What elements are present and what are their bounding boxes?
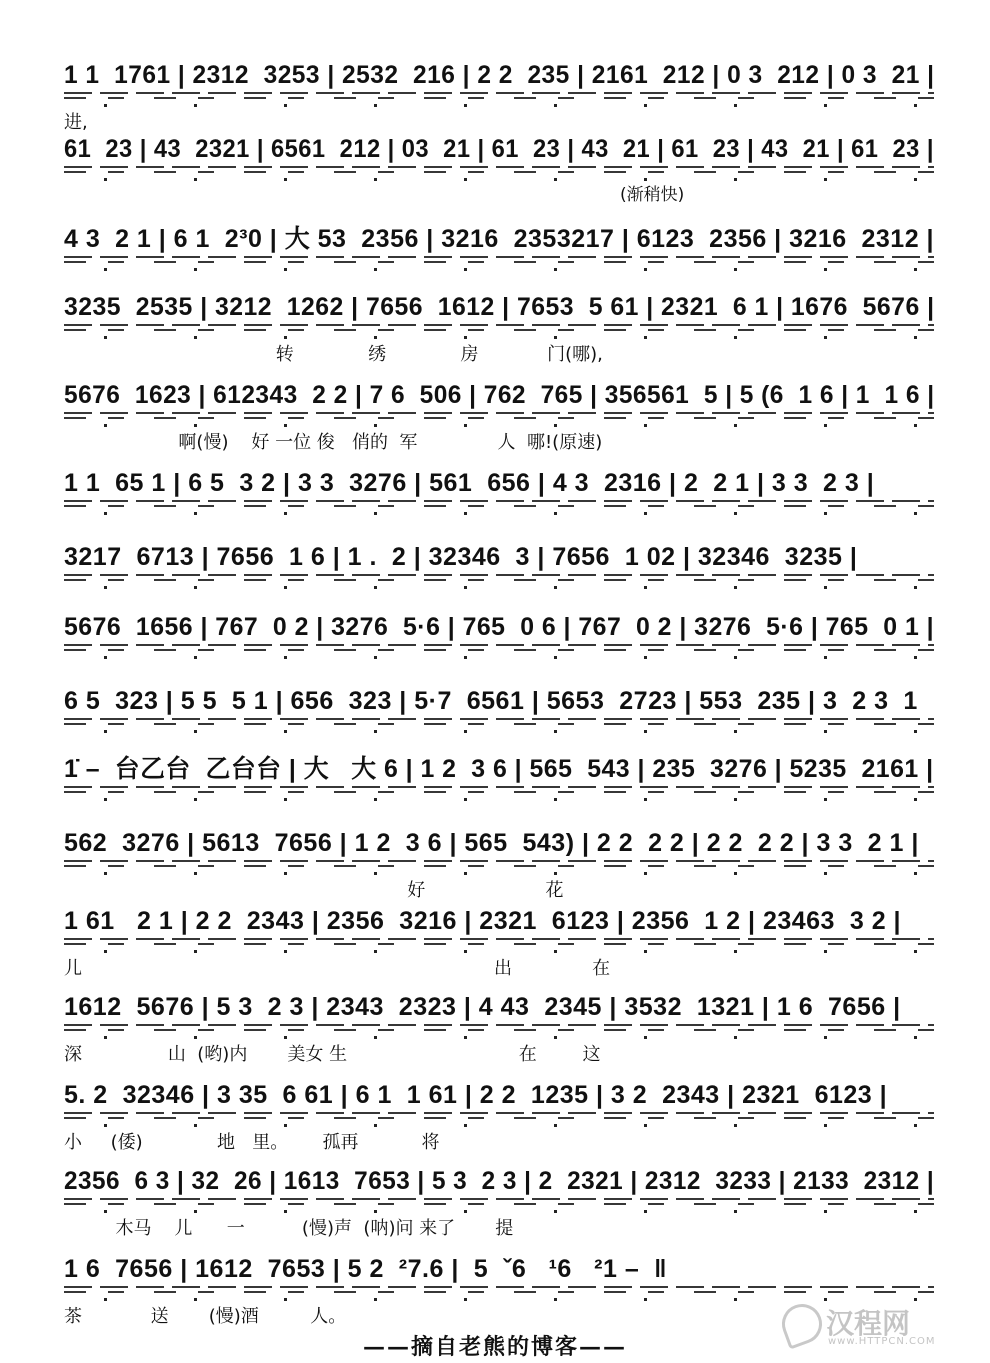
octave-dots <box>64 872 934 878</box>
beam-underlines <box>64 718 934 728</box>
tempo-mark: (渐稍快) <box>620 185 685 205</box>
lyrics-row: 深 山 (哟)内 美女 生 在 这 <box>64 1044 601 1065</box>
beam-underlines <box>64 644 934 654</box>
octave-dots <box>64 586 934 592</box>
notes-row: 61 23 | 43 2321 | 6561 212 | 03 21 | 61 23 | 43 21 | 61 23 | 43 21 | 61 23 | <box>64 135 934 163</box>
octave-dots <box>64 1124 934 1130</box>
notes-row: 1612 5676 | 5 3 2 3 | 2343 2323 | 4 43 2345 | 3532 1321 | 1 6 7656 | <box>64 993 901 1021</box>
beam-underlines <box>64 860 934 870</box>
beam-underlines <box>64 256 934 266</box>
site-watermark <box>782 1302 972 1352</box>
score-line <box>64 58 934 134</box>
score-line <box>64 222 934 298</box>
score-line <box>64 132 934 208</box>
score-line <box>64 290 934 366</box>
score-line <box>64 990 934 1066</box>
octave-dots <box>64 178 934 184</box>
beam-underlines <box>64 786 934 796</box>
beam-underlines <box>64 166 934 176</box>
lyrics-row: 茶 送 (慢)酒 人。 <box>64 1306 347 1327</box>
lyrics-row: 啊(慢) 好 一位 俊 俏的 军 人 哪!(原速) <box>64 432 603 453</box>
octave-dots <box>64 104 934 110</box>
beam-underlines <box>64 1286 934 1296</box>
octave-dots <box>64 950 934 956</box>
notes-row: 1 6 7656 | 1612 7653 | 5 2 ²7.6 | 5 ˇ6 ¹6 ²1 – ‖ <box>64 1255 668 1283</box>
watermark-text: 汉程网 <box>826 1307 911 1340</box>
beam-underlines <box>64 1024 934 1034</box>
score-line <box>64 466 934 542</box>
score-line <box>64 904 934 980</box>
octave-dots <box>64 1036 934 1042</box>
beam-underlines <box>64 92 934 102</box>
notes-row: 6 5 323 | 5 5 5 1 | 656 323 | 5·7 6561 | 5653 2723 | 553 235 | 3 2 3 1 <box>64 687 918 715</box>
score-line <box>64 752 934 828</box>
watermark-logo-icon <box>776 1298 827 1349</box>
score-line <box>64 540 934 616</box>
octave-dots <box>64 268 934 274</box>
beam-underlines <box>64 1112 934 1122</box>
lyrics-row: 进, <box>64 112 88 133</box>
beam-underlines <box>64 574 934 584</box>
score-line <box>64 610 934 686</box>
score-line <box>64 378 934 454</box>
beam-underlines <box>64 1198 934 1208</box>
octave-dots <box>64 424 934 430</box>
octave-dots <box>64 512 934 518</box>
notes-row: 562 3276 | 5613 7656 | 1 2 3 6 | 565 543) | 2 2 2 2 | 2 2 2 2 | 3 3 2 1 | <box>64 829 919 857</box>
score-line <box>64 826 934 902</box>
lyrics-row: 转 绣 房 门(哪), <box>64 344 603 365</box>
lyrics-row: 木马 儿 一 (慢)声 (呐)问 来了 提 <box>64 1218 514 1239</box>
octave-dots <box>64 336 934 342</box>
octave-dots <box>64 798 934 804</box>
score-line <box>64 1164 934 1240</box>
notes-row: 3217 6713 | 7656 1 6 | 1 . 2 | 32346 3 | 7656 1 02 | 32346 3235 | <box>64 543 858 571</box>
notes-row: 5676 1623 | 612343 2 2 | 7 6 506 | 762 765 | 356561 5 | 5 (6 1 6 | 1 1 6 | <box>64 381 935 409</box>
lyrics-row: 儿 出 在 <box>64 958 611 979</box>
source-footer: ——摘自老熊的博客—— <box>362 1334 627 1360</box>
beam-underlines <box>64 324 934 334</box>
octave-dots <box>64 656 934 662</box>
notes-row: 5676 1656 | 767 0 2 | 3276 5·6 | 765 0 6 | 767 0 2 | 3276 5·6 | 765 0 1 | <box>64 613 935 641</box>
beam-underlines <box>64 500 934 510</box>
notes-row: 3235 2535 | 3212 1262 | 7656 1612 | 7653 5 61 | 2321 6 1 | 1676 5676 | <box>64 293 935 321</box>
octave-dots <box>64 1210 934 1216</box>
score-line <box>64 684 934 760</box>
notes-row: 5. 2 32346 | 3 35 6 61 | 6 1 1 61 | 2 2 1235 | 3 2 2343 | 2321 6123 | <box>64 1081 888 1109</box>
notes-row: 1̇ – 台乙台 乙台台 | 大 大 6 | 1 2 3 6 | 565 543 | 235 3276 | 5235 2161 | <box>64 755 934 783</box>
notes-row: 1 1 1761 | 2312 3253 | 2532 216 | 2 2 235 | 2161 212 | 0 3 212 | 0 3 21 | <box>64 61 935 89</box>
beam-underlines <box>64 412 934 422</box>
lyrics-row: 小 (倭) 地 里。 孤再 将 <box>64 1132 440 1153</box>
octave-dots <box>64 730 934 736</box>
watermark-url: www.HTTPCN.COM <box>828 1336 936 1347</box>
notes-row: 2356 6 3 | 32 26 | 1613 7653 | 5 3 2 3 | 2 2321 | 2312 3233 | 2133 2312 | <box>64 1167 935 1195</box>
notes-row: 4 3 2 1 | 6 1 2³0 | 大 53 2356 | 3216 2353217 | 6123 2356 | 3216 2312 | <box>64 225 935 253</box>
score-line <box>64 1078 934 1154</box>
notes-row: 1 61 2 1 | 2 2 2343 | 2356 3216 | 2321 6123 | 2356 1 2 | 23463 3 2 | <box>64 907 902 935</box>
beam-underlines <box>64 938 934 948</box>
lyrics-row: 好 花 <box>64 880 564 901</box>
notes-row: 1 1 65 1 | 6 5 3 2 | 3 3 3276 | 561 656 | 4 3 2316 | 2 2 1 | 3 3 2 3 | <box>64 469 875 497</box>
